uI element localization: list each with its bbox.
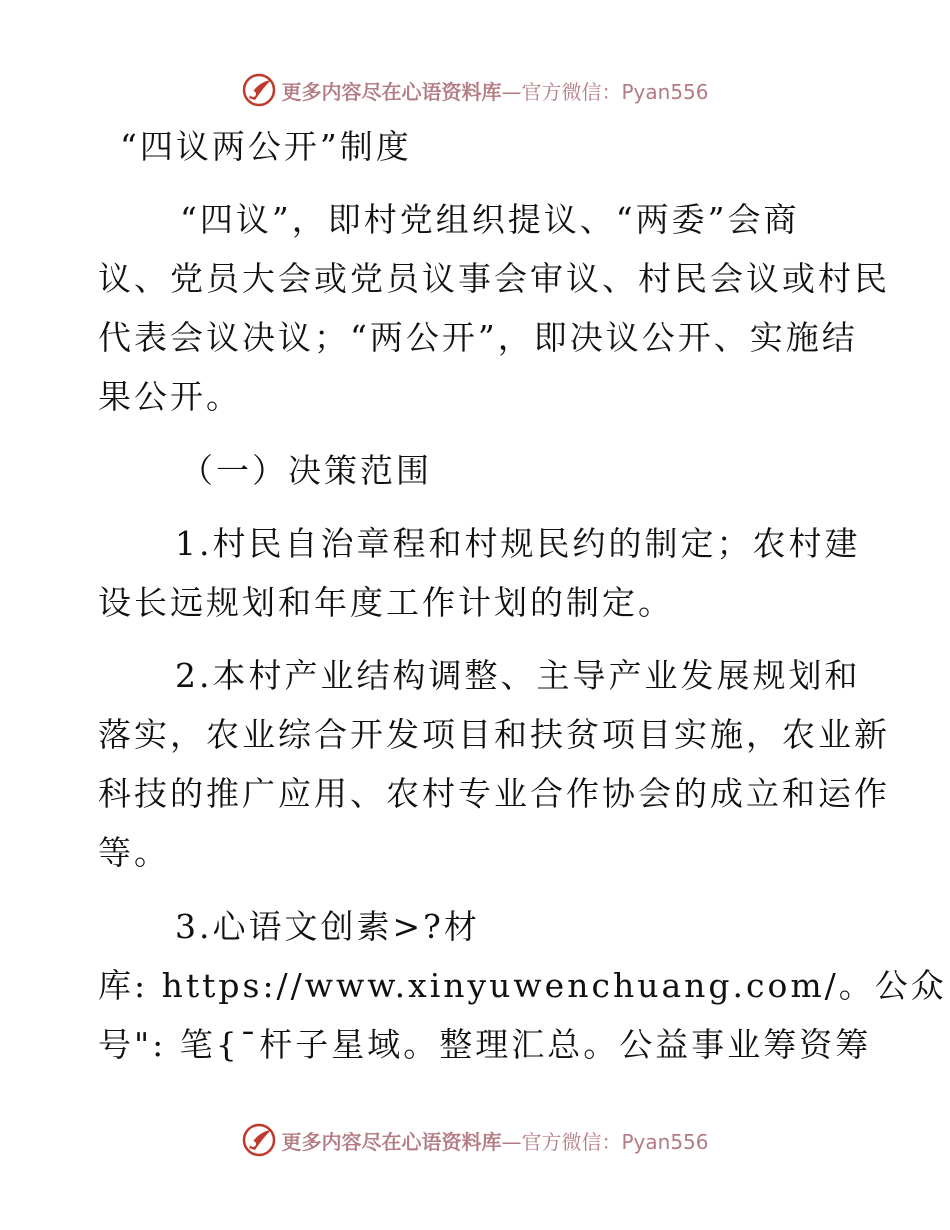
para1-line-1: “四议”，即村党组织提议、“两委”会商 <box>180 200 800 239</box>
item3-line-1: 3.心语文创素>?材 <box>175 907 480 946</box>
item1-line-2: 设长远规划和年度工作计划的制定。 <box>98 583 674 622</box>
item1-line-1: 1.村民自治章程和村规民约的制定；农村建 <box>175 524 861 563</box>
watermark-account: Pyan556 <box>621 1129 709 1154</box>
item2-line-1: 2.本村产业结构调整、主导产业发展规划和 <box>175 656 861 695</box>
brand-logo-icon <box>241 72 277 108</box>
para1-line-4: 果公开。 <box>98 377 242 416</box>
item3-line-3: 号": 笔{ˉ杆子星域。整理汇总。公益事业筹资筹 <box>98 1025 872 1064</box>
watermark-banner-bottom <box>0 1120 950 1160</box>
doc-title: “四议两公开”制度 <box>120 127 412 166</box>
item2-line-2: 落实，农业综合开发项目和扶贫项目实施，农业新 <box>98 715 890 754</box>
watermark-banner-top <box>0 70 950 110</box>
watermark-brand: 更多内容尽在心语资料库 <box>281 79 502 104</box>
watermark-official: 官方微信： <box>521 1129 622 1154</box>
para1-line-3: 代表会议决议；“两公开”，即决议公开、实施结 <box>98 318 858 357</box>
item2-line-4: 等。 <box>98 833 170 872</box>
watermark-brand: 更多内容尽在心语资料库 <box>281 1129 502 1154</box>
watermark-separator: — <box>501 1129 522 1154</box>
watermark-account: Pyan556 <box>621 79 709 104</box>
item3-line-2: 库: https://www.xinyuwenchuang.com/。公众 <box>98 966 947 1005</box>
watermark-official: 官方微信： <box>521 79 622 104</box>
para1-line-2: 议、党员大会或党员议事会审议、村民会议或村民 <box>98 259 890 298</box>
item2-line-3: 科技的推广应用、农村专业合作协会的成立和运作 <box>98 774 890 813</box>
brand-logo-icon <box>241 1122 277 1158</box>
watermark-separator: — <box>501 79 522 104</box>
section-heading-1: （一）决策范围 <box>180 451 432 490</box>
